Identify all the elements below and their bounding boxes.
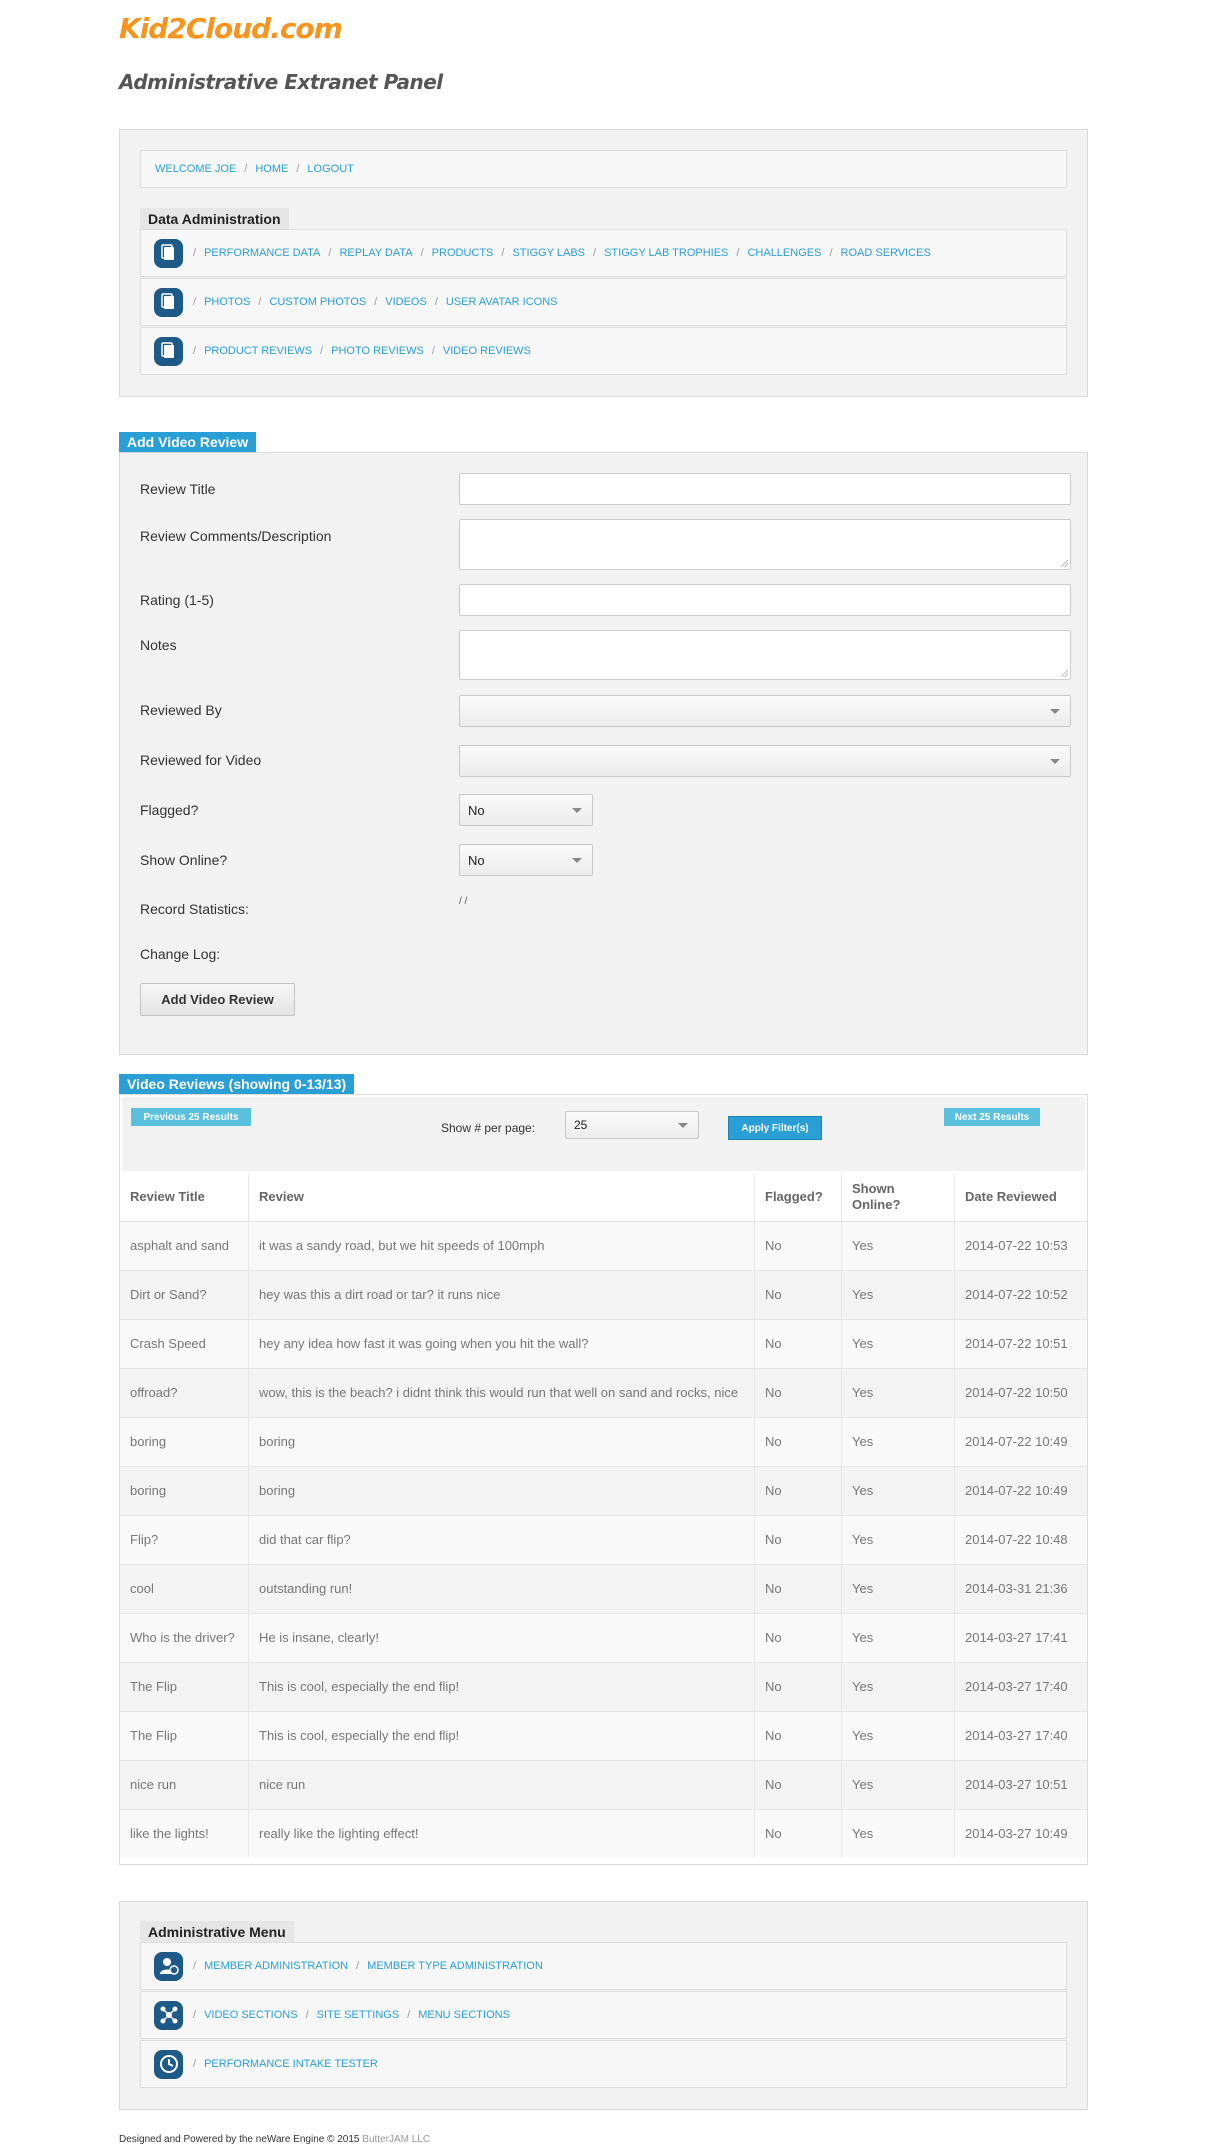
change-log-label: Change Log: xyxy=(140,946,221,962)
add-review-form xyxy=(119,452,1088,1055)
cell-shown-online: Yes xyxy=(842,1614,955,1663)
cell-shown-online: Yes xyxy=(842,1369,955,1418)
cell-review: wow, this is the beach? i didnt think this would run that well on sand and rocks, nice xyxy=(249,1369,755,1418)
photo-reviews-link[interactable]: PHOTO REVIEWS xyxy=(331,345,424,357)
apply-filters-button[interactable]: Apply Filter(s) xyxy=(728,1116,822,1140)
review-title-label: Review Title xyxy=(140,481,216,497)
video-sections-link[interactable]: VIDEO SECTIONS xyxy=(204,2009,298,2021)
separator: / xyxy=(193,1960,197,1972)
cell-flagged: No xyxy=(755,1761,842,1810)
add-review-section xyxy=(119,432,1088,1055)
flagged-value: No xyxy=(468,802,485,818)
table-row[interactable] xyxy=(120,1222,1087,1271)
welcome-link[interactable]: WELCOME JOE xyxy=(155,163,237,175)
table-row[interactable] xyxy=(120,1761,1087,1810)
column-header-review-title[interactable]: Review Title xyxy=(120,1173,249,1222)
cell-review-title: Crash Speed xyxy=(120,1320,249,1369)
separator: / xyxy=(420,247,424,259)
performance-intake-tester-link[interactable]: PERFORMANCE INTAKE TESTER xyxy=(204,2058,378,2070)
cell-review: hey any idea how fast it was going when you hit the wall? xyxy=(249,1320,755,1369)
cell-review: This is cool, especially the end flip! xyxy=(249,1663,755,1712)
chevron-down-icon xyxy=(1050,709,1060,714)
cell-flagged: No xyxy=(755,1810,842,1859)
photos-link[interactable]: PHOTOS xyxy=(204,296,251,308)
add-video-review-button[interactable]: Add Video Review xyxy=(140,983,295,1016)
document-icon xyxy=(154,239,183,268)
cell-flagged: No xyxy=(755,1320,842,1369)
cell-date-reviewed: 2014-03-27 17:40 xyxy=(955,1712,1088,1761)
reviewed-by-label: Reviewed By xyxy=(140,702,222,718)
separator: / xyxy=(829,247,833,259)
stiggy-lab-trophies-link[interactable]: STIGGY LAB TROPHIES xyxy=(604,247,729,259)
cell-review: He is insane, clearly! xyxy=(249,1614,755,1663)
separator: / xyxy=(244,163,248,175)
cell-flagged: No xyxy=(755,1467,842,1516)
resize-grip-icon[interactable] xyxy=(1061,670,1068,677)
reviews-panel xyxy=(119,1094,1088,1865)
cell-flagged: No xyxy=(755,1614,842,1663)
cell-date-reviewed: 2014-03-31 21:36 xyxy=(955,1565,1088,1614)
user-avatar-icons-link[interactable]: USER AVATAR ICONS xyxy=(445,296,558,308)
pager-bar xyxy=(122,1097,1085,1171)
cell-flagged: No xyxy=(755,1565,842,1614)
chevron-down-icon xyxy=(678,1123,688,1128)
table-header-row xyxy=(120,1173,1087,1222)
products-link[interactable]: PRODUCTS xyxy=(431,247,494,259)
cell-date-reviewed: 2014-07-22 10:49 xyxy=(955,1418,1088,1467)
separator: / xyxy=(431,345,435,357)
cell-date-reviewed: 2014-03-27 17:41 xyxy=(955,1614,1088,1663)
cell-review: This is cool, especially the end flip! xyxy=(249,1712,755,1761)
cell-shown-online: Yes xyxy=(842,1271,955,1320)
cell-review: boring xyxy=(249,1418,755,1467)
table-row[interactable] xyxy=(120,1516,1087,1565)
cell-shown-online: Yes xyxy=(842,1320,955,1369)
network-icon xyxy=(154,2001,183,2030)
cell-flagged: No xyxy=(755,1516,842,1565)
notes-label: Notes xyxy=(140,637,177,653)
flagged-label: Flagged? xyxy=(140,802,199,818)
table-row[interactable] xyxy=(120,1320,1087,1369)
separator: / xyxy=(434,296,438,308)
cell-shown-online: Yes xyxy=(842,1810,955,1859)
separator: / xyxy=(320,345,324,357)
logout-link[interactable]: LOGOUT xyxy=(307,163,354,175)
cell-date-reviewed: 2014-03-27 17:40 xyxy=(955,1663,1088,1712)
per-page-label: Show # per page: xyxy=(441,1121,536,1135)
replay-data-link[interactable]: REPLAY DATA xyxy=(339,247,413,259)
separator: / xyxy=(736,247,740,259)
admin-menu-row-3 xyxy=(140,2040,1067,2088)
data-admin-title: Data Administration xyxy=(140,208,289,230)
next-results-button[interactable]: Next 25 Results xyxy=(944,1108,1040,1126)
separator: / xyxy=(193,296,197,308)
show-online-value: No xyxy=(468,852,485,868)
flagged-select[interactable] xyxy=(459,794,593,826)
table-row[interactable] xyxy=(120,1369,1087,1418)
separator: / xyxy=(593,247,597,259)
cell-review: nice run xyxy=(249,1761,755,1810)
column-header-shown-online[interactable]: Shown Online? xyxy=(842,1173,955,1222)
cell-review-title: The Flip xyxy=(120,1663,249,1712)
show-online-select[interactable] xyxy=(459,844,593,876)
cell-shown-online: Yes xyxy=(842,1712,955,1761)
rating-input[interactable] xyxy=(459,584,1071,616)
home-link[interactable]: HOME xyxy=(255,163,289,175)
cell-review-title: Who is the driver? xyxy=(120,1614,249,1663)
table-row[interactable] xyxy=(120,1418,1087,1467)
cell-date-reviewed: 2014-07-22 10:51 xyxy=(955,1320,1088,1369)
cell-shown-online: Yes xyxy=(842,1467,955,1516)
separator: / xyxy=(374,296,378,308)
cell-review-title: Dirt or Sand? xyxy=(120,1271,249,1320)
table-row[interactable] xyxy=(120,1663,1087,1712)
cell-shown-online: Yes xyxy=(842,1516,955,1565)
cell-flagged: No xyxy=(755,1271,842,1320)
brand-logo[interactable]: Kid2Cloud.com xyxy=(119,12,342,45)
separator: / xyxy=(407,2009,411,2021)
table-row[interactable] xyxy=(120,1810,1087,1859)
cell-date-reviewed: 2014-03-27 10:49 xyxy=(955,1810,1088,1859)
cell-date-reviewed: 2014-07-22 10:52 xyxy=(955,1271,1088,1320)
chevron-down-icon xyxy=(1050,759,1060,764)
cell-review-title: offroad? xyxy=(120,1369,249,1418)
cell-review-title: Flip? xyxy=(120,1516,249,1565)
cell-date-reviewed: 2014-07-22 10:48 xyxy=(955,1516,1088,1565)
data-admin-row-2 xyxy=(140,278,1067,326)
data-admin-panel xyxy=(119,129,1088,397)
footer xyxy=(119,2134,430,2145)
cell-flagged: No xyxy=(755,1663,842,1712)
reviews-header: Video Reviews (showing 0-13/13) xyxy=(119,1074,354,1095)
cell-shown-online: Yes xyxy=(842,1418,955,1467)
separator: / xyxy=(193,2009,197,2021)
cell-review: really like the lighting effect! xyxy=(249,1810,755,1859)
user-settings-icon xyxy=(154,1952,183,1981)
comments-textarea[interactable] xyxy=(459,519,1071,570)
notes-textarea[interactable] xyxy=(459,630,1071,680)
per-page-value: 25 xyxy=(574,1118,588,1132)
add-review-header: Add Video Review xyxy=(119,432,256,453)
cell-review-title: The Flip xyxy=(120,1712,249,1761)
cell-review-title: asphalt and sand xyxy=(120,1222,249,1271)
member-type-administration-link[interactable]: MEMBER TYPE ADMINISTRATION xyxy=(367,1960,543,1972)
road-services-link[interactable]: ROAD SERVICES xyxy=(840,247,931,259)
video-reviews-link[interactable]: VIDEO REVIEWS xyxy=(442,345,531,357)
separator: / xyxy=(501,247,505,259)
cell-flagged: No xyxy=(755,1369,842,1418)
table-row[interactable] xyxy=(120,1614,1087,1663)
cell-shown-online: Yes xyxy=(842,1663,955,1712)
resize-grip-icon[interactable] xyxy=(1061,560,1068,567)
cell-review-title: cool xyxy=(120,1565,249,1614)
cell-shown-online: Yes xyxy=(842,1222,955,1271)
document-icon xyxy=(154,288,183,317)
chevron-down-icon xyxy=(572,808,582,813)
record-stats-label: Record Statistics: xyxy=(140,901,249,917)
admin-menu-row-2 xyxy=(140,1991,1067,2039)
table-row[interactable] xyxy=(120,1271,1087,1320)
challenges-link[interactable]: CHALLENGES xyxy=(747,247,822,259)
table-row[interactable] xyxy=(120,1712,1087,1761)
reviewed-by-select[interactable] xyxy=(459,695,1071,727)
record-stats-value: / / xyxy=(459,896,468,907)
chevron-down-icon xyxy=(572,858,582,863)
data-admin-row-1 xyxy=(140,229,1067,277)
previous-results-button[interactable]: Previous 25 Results xyxy=(131,1108,251,1126)
page-subtitle: Administrative Extranet Panel xyxy=(119,70,443,94)
cell-review: did that car flip? xyxy=(249,1516,755,1565)
separator: / xyxy=(193,247,197,259)
comments-label: Review Comments/Description xyxy=(140,528,332,544)
cell-review: hey was this a dirt road or tar? it runs nice xyxy=(249,1271,755,1320)
admin-menu-panel xyxy=(119,1901,1088,2110)
review-title-input[interactable] xyxy=(459,473,1071,505)
cell-date-reviewed: 2014-03-27 10:51 xyxy=(955,1761,1088,1810)
data-admin-row-3 xyxy=(140,327,1067,375)
cell-review: outstanding run! xyxy=(249,1565,755,1614)
reviews-table xyxy=(120,1173,1087,1858)
cell-review: boring xyxy=(249,1467,755,1516)
cell-shown-online: Yes xyxy=(842,1565,955,1614)
cell-flagged: No xyxy=(755,1222,842,1271)
footer-company-link[interactable]: ButterJAM LLC xyxy=(362,2134,431,2145)
cell-flagged: No xyxy=(755,1712,842,1761)
reviewed-for-video-select[interactable] xyxy=(459,745,1071,777)
clock-icon xyxy=(154,2050,183,2079)
menu-sections-link[interactable]: MENU SECTIONS xyxy=(418,2009,510,2021)
cell-review-title: boring xyxy=(120,1418,249,1467)
reviewed-for-video-label: Reviewed for Video xyxy=(140,752,262,768)
cell-review-title: like the lights! xyxy=(120,1810,249,1859)
site-settings-link[interactable]: SITE SETTINGS xyxy=(316,2009,400,2021)
videos-link[interactable]: VIDEOS xyxy=(385,296,427,308)
separator: / xyxy=(356,1960,360,1972)
column-header-review[interactable]: Review xyxy=(249,1173,755,1222)
column-header-date-reviewed[interactable]: Date Reviewed xyxy=(965,1189,1057,1204)
admin-menu-title: Administrative Menu xyxy=(140,1921,294,1943)
separator: / xyxy=(296,163,300,175)
document-icon xyxy=(154,337,183,366)
product-reviews-link[interactable]: PRODUCT REVIEWS xyxy=(204,345,313,357)
table-row[interactable] xyxy=(120,1565,1087,1614)
custom-photos-link[interactable]: CUSTOM PHOTOS xyxy=(269,296,367,308)
cell-date-reviewed: 2014-07-22 10:50 xyxy=(955,1369,1088,1418)
per-page-select[interactable] xyxy=(565,1111,699,1139)
cell-review: it was a sandy road, but we hit speeds of 100mph xyxy=(249,1222,755,1271)
rating-label: Rating (1-5) xyxy=(140,592,214,608)
show-online-label: Show Online? xyxy=(140,852,228,868)
separator: / xyxy=(193,345,197,357)
member-administration-link[interactable]: MEMBER ADMINISTRATION xyxy=(204,1960,349,1972)
admin-menu-row-1 xyxy=(140,1942,1067,1990)
performance-data-link[interactable]: PERFORMANCE DATA xyxy=(204,247,321,259)
separator: / xyxy=(258,296,262,308)
stiggy-labs-link[interactable]: STIGGY LABS xyxy=(512,247,586,259)
cell-review-title: nice run xyxy=(120,1761,249,1810)
separator: / xyxy=(328,247,332,259)
cell-date-reviewed: 2014-07-22 10:49 xyxy=(955,1467,1088,1516)
cell-date-reviewed: 2014-07-22 10:53 xyxy=(955,1222,1088,1271)
cell-review-title: boring xyxy=(120,1467,249,1516)
cell-flagged: No xyxy=(755,1418,842,1467)
separator: / xyxy=(193,2058,197,2070)
top-nav xyxy=(140,150,1067,188)
column-header-flagged[interactable]: Flagged? xyxy=(755,1173,842,1222)
reviews-table-body xyxy=(120,1222,1087,1859)
reviews-section xyxy=(119,1074,1088,1865)
footer-text: Designed and Powered by the neWare Engine © 2015 xyxy=(119,2134,360,2145)
separator: / xyxy=(305,2009,309,2021)
table-row[interactable] xyxy=(120,1467,1087,1516)
cell-shown-online: Yes xyxy=(842,1761,955,1810)
